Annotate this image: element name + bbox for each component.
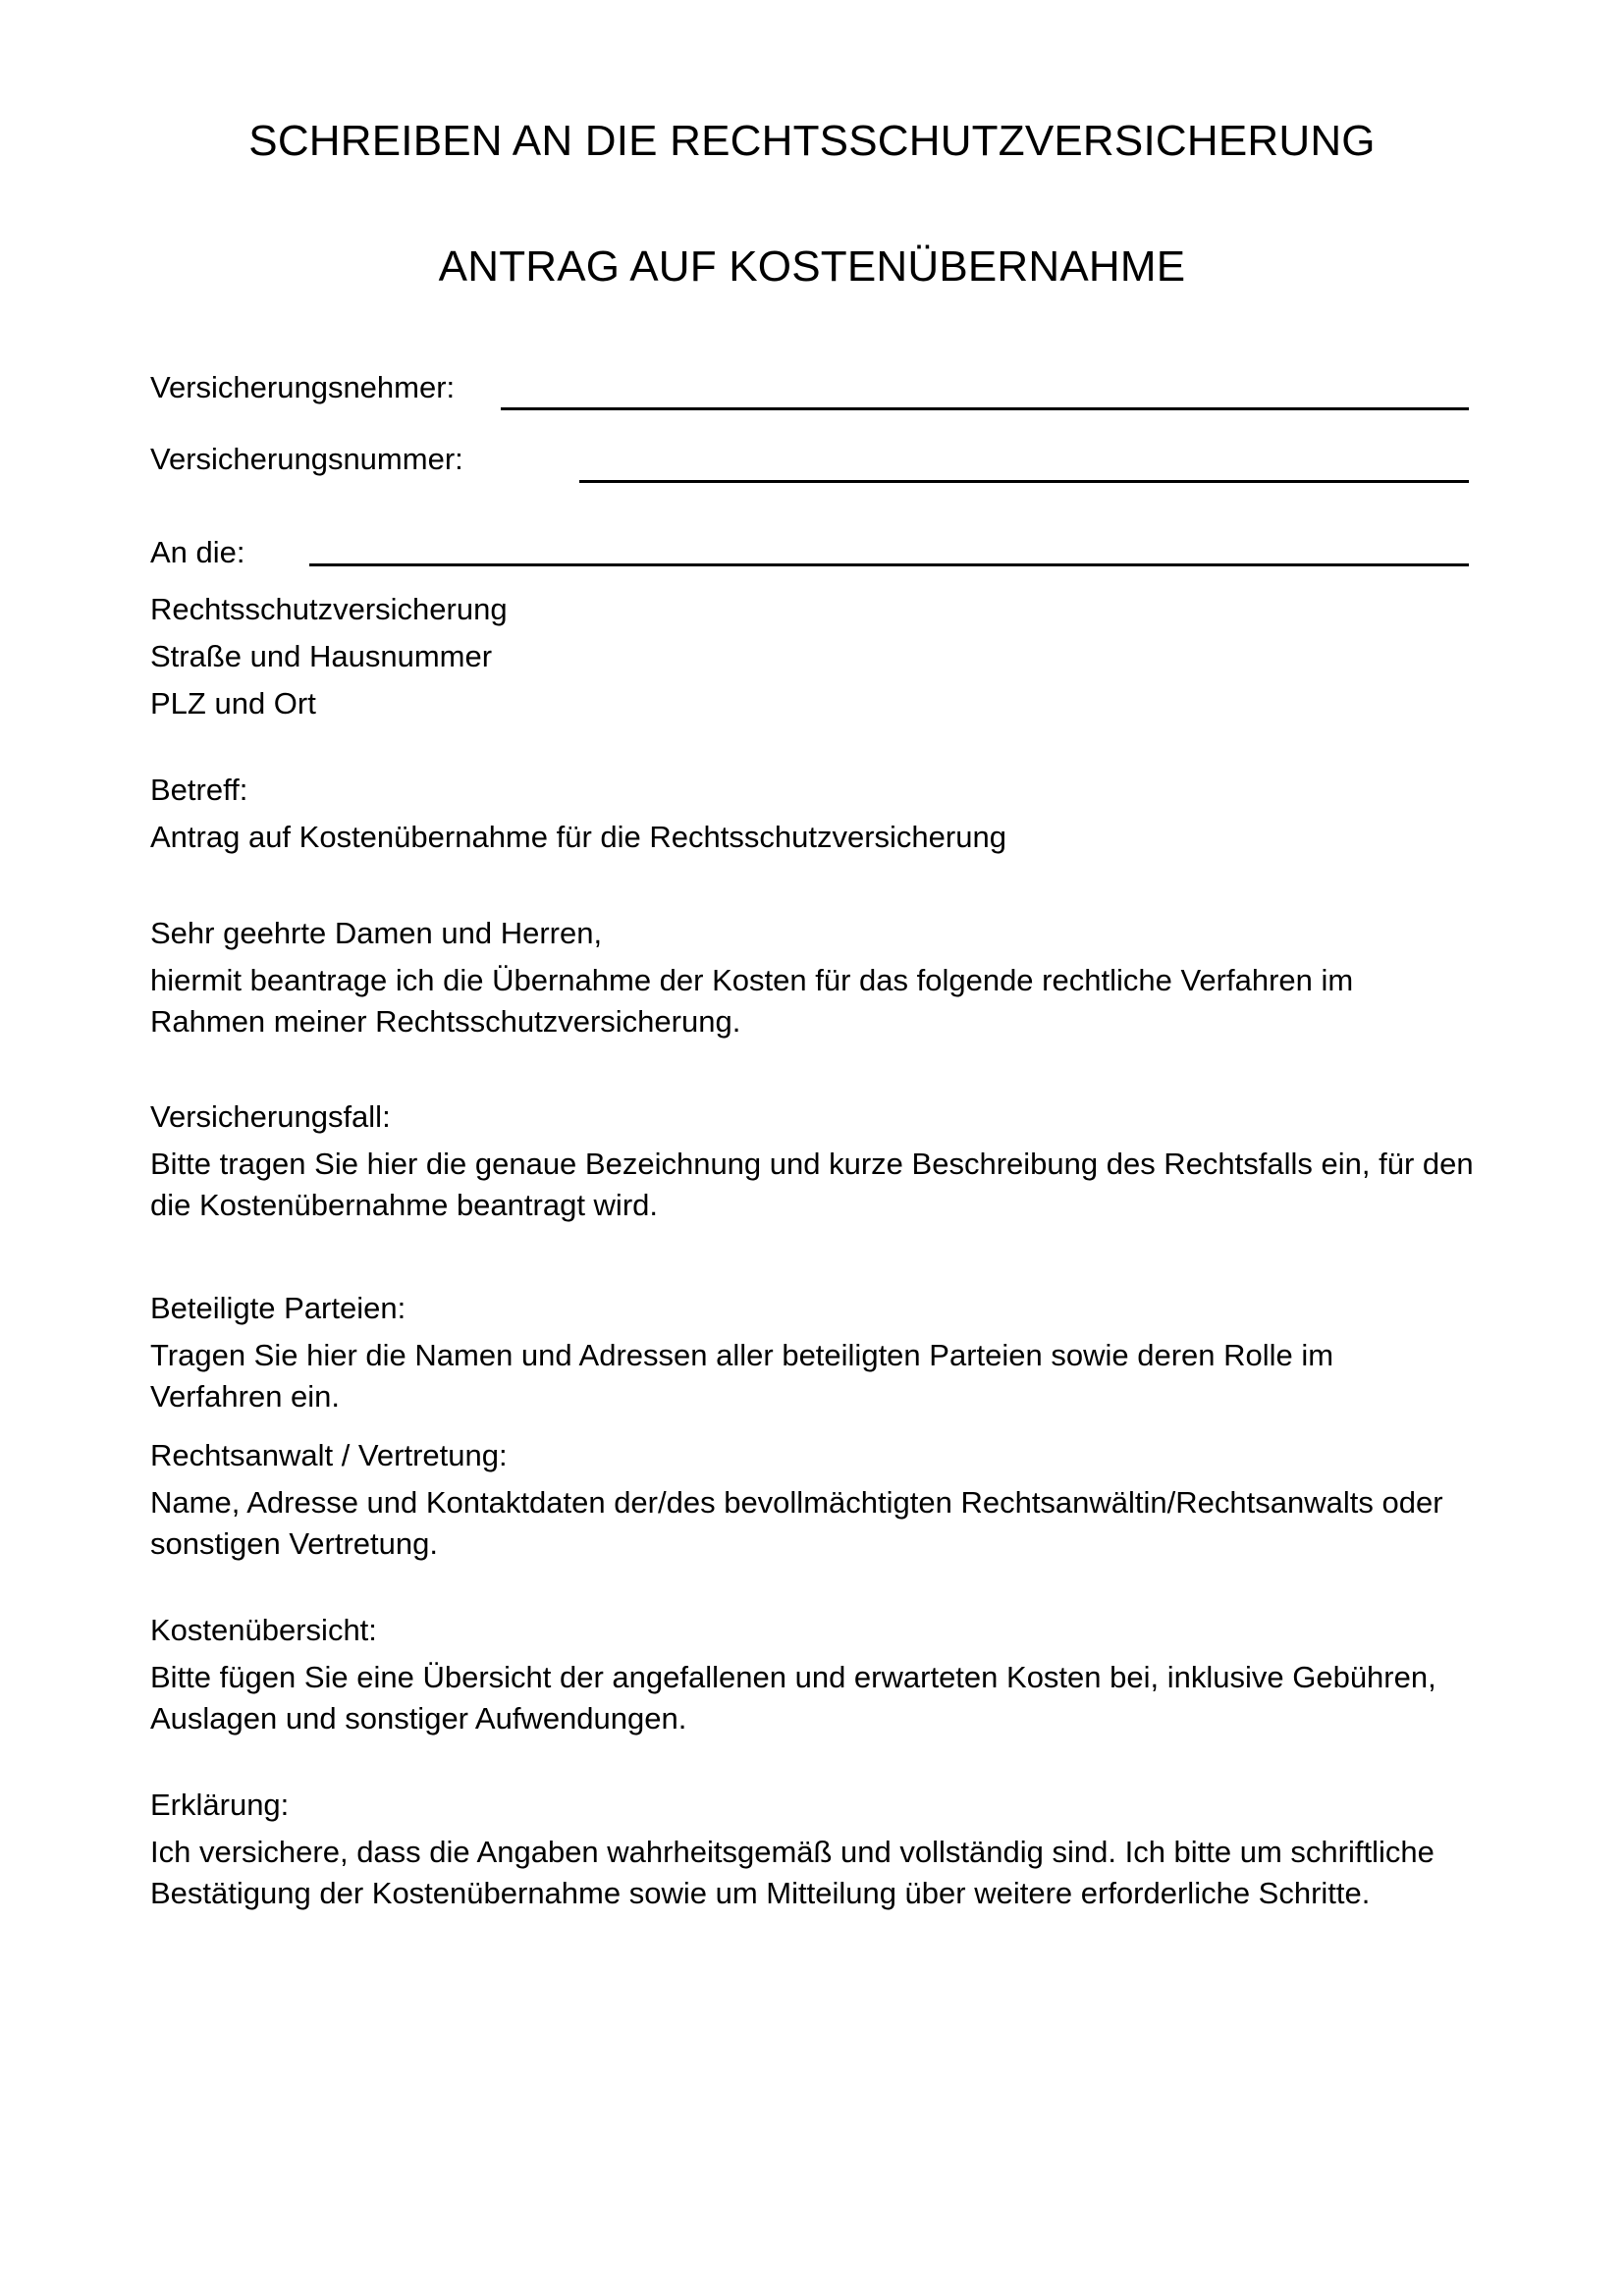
section-beteiligte-parteien-heading: Beteiligte Parteien: <box>150 1291 406 1325</box>
document-main-title: SCHREIBEN AN DIE RECHTSSCHUTZVERSICHERUNG <box>248 117 1376 165</box>
salutation-block <box>150 913 1474 1042</box>
salutation-intro-text: hiermit beantrage ich die Übernahme der Kosten für das folgende rechtliche Verfahren im Rahmen meiner Rechtsschutzversicherung. <box>150 963 1354 1039</box>
section-versicherungsfall-heading: Versicherungsfall: <box>150 1099 391 1134</box>
section-beteiligte-parteien-body: Tragen Sie hier die Namen und Adressen aller beteiligten Parteien sowie deren Rolle im Verfahren ein. <box>150 1338 1334 1414</box>
subject-heading: Betreff: <box>150 773 248 807</box>
document-subtitle: ANTRAG AUF KOSTENÜBERNAHME <box>438 242 1186 291</box>
section-rechtsanwalt-vertretung-heading: Rechtsanwalt / Vertretung: <box>150 1438 508 1472</box>
recipient-address-line-1: Rechtsschutzversicherung <box>150 592 508 626</box>
section-versicherungsfall-body: Bitte tragen Sie hier die genaue Bezeichnung und kurze Beschreibung des Rechtsfalls ein, für den die Kostenübernahme beantragt wird. <box>150 1147 1474 1222</box>
section-erklaerung-heading: Erklärung: <box>150 1788 290 1822</box>
salutation-greeting: Sehr geehrte Damen und Herren, <box>150 916 603 950</box>
section-beteiligte-parteien <box>150 1288 1474 1417</box>
section-kostenuebersicht-heading: Kostenübersicht: <box>150 1613 377 1647</box>
recipient-label: An die: <box>150 535 245 569</box>
policyholder-input-line[interactable] <box>501 407 1469 410</box>
subject-block <box>150 770 1474 858</box>
policyholder-label: Versicherungsnehmer: <box>150 370 456 404</box>
section-kostenuebersicht-body: Bitte fügen Sie eine Übersicht der angefallenen und erwarteten Kosten bei, inklusive Gebühren, Auslagen und sonstiger Aufwendungen. <box>150 1660 1436 1735</box>
policy-number-label: Versicherungsnummer: <box>150 442 463 476</box>
subject-text: Antrag auf Kostenübernahme für die Rechtsschutzversicherung <box>150 820 1006 854</box>
recipient-address-line-2: Straße und Hausnummer <box>150 639 493 673</box>
recipient-address-line-3: PLZ und Ort <box>150 686 316 721</box>
section-erklaerung-body: Ich versichere, dass die Angaben wahrheitsgemäß und vollständig sind. Ich bitte um schriftliche Bestätigung der Kostenübernahme sowie um Mitteilung über weitere erforderliche Schritte. <box>150 1835 1435 1910</box>
recipient-input-line[interactable] <box>309 563 1469 566</box>
section-rechtsanwalt-vertretung <box>150 1435 1474 1565</box>
section-versicherungsfall <box>150 1096 1474 1226</box>
section-rechtsanwalt-vertretung-body: Name, Adresse und Kontaktdaten der/des bevollmächtigten Rechtsanwältin/Rechtsanwalts oder sonstigen Vertretung. <box>150 1485 1443 1561</box>
section-erklaerung <box>150 1785 1474 1914</box>
policy-number-input-line[interactable] <box>579 480 1469 483</box>
section-kostenuebersicht <box>150 1610 1474 1739</box>
